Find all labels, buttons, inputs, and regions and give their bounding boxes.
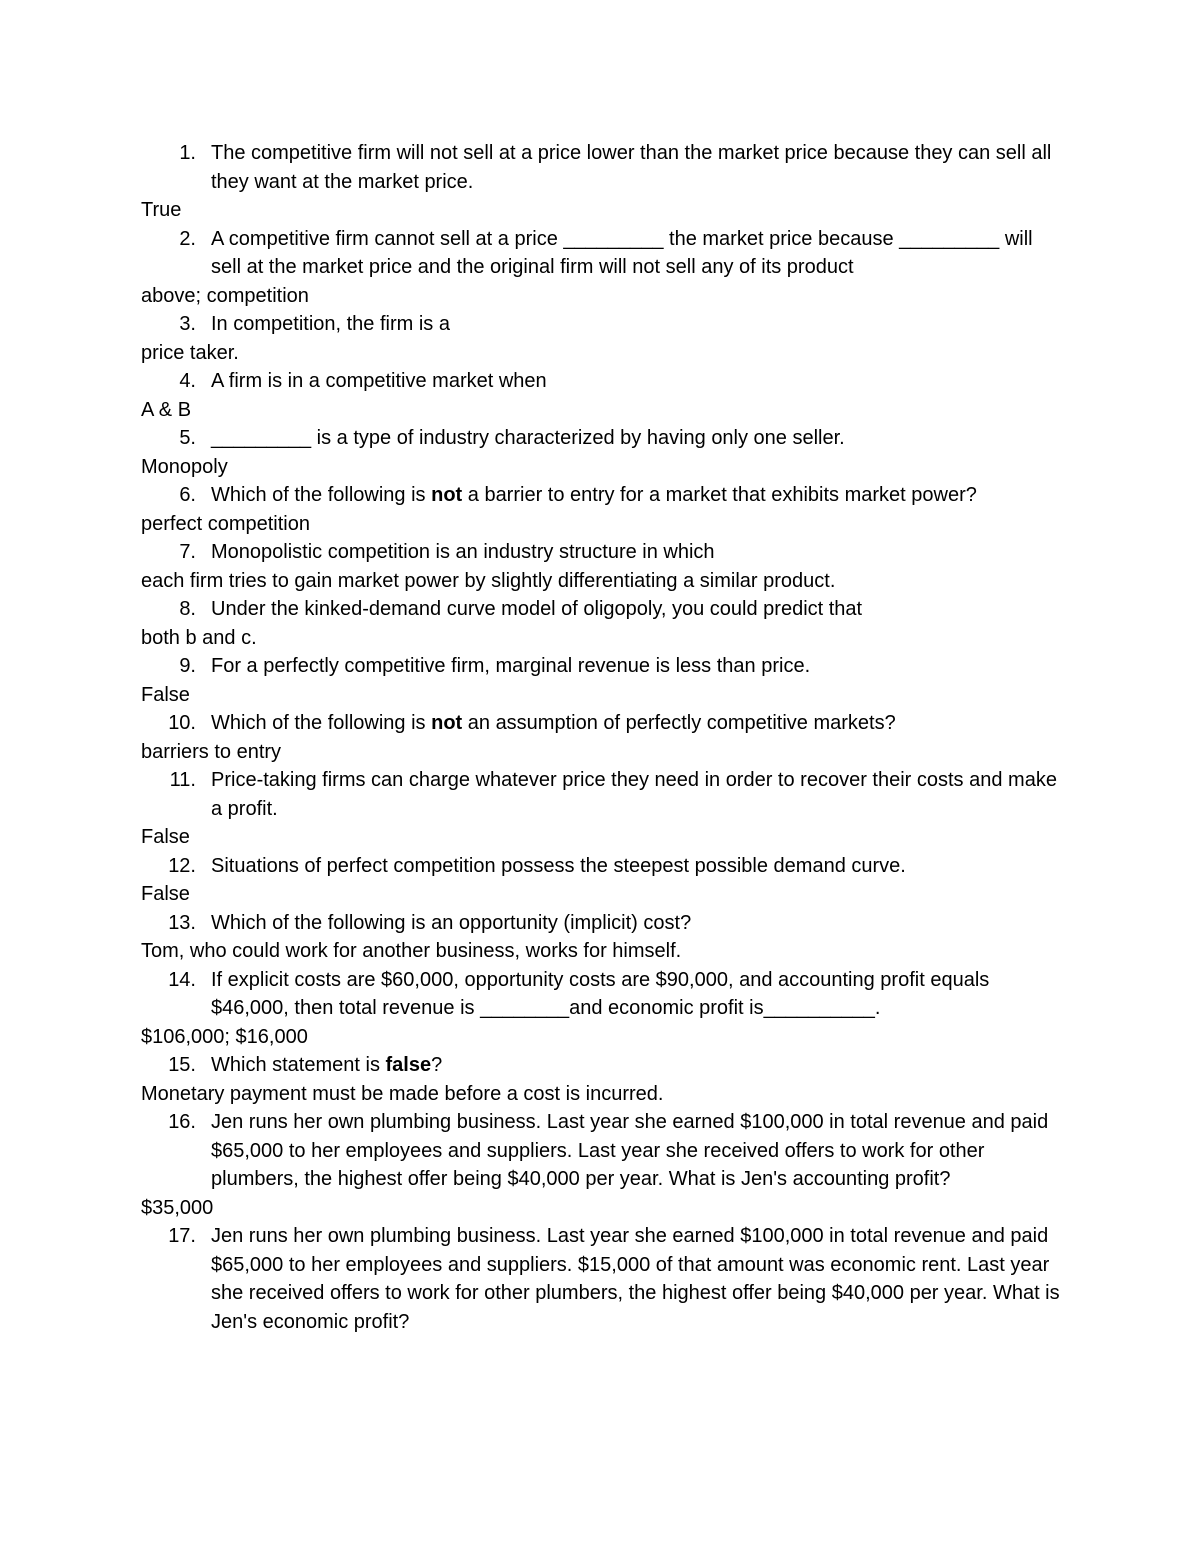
- answer-4: A & B: [141, 398, 192, 421]
- answer-12: False: [141, 883, 190, 905]
- question-number: 3.: [179, 313, 196, 335]
- question-number: 6.: [179, 484, 196, 506]
- question-text: Situations of perfect competition possess the steepest possible demand curve.: [211, 854, 906, 877]
- question-5: [0, 424, 1061, 453]
- question-number: 15.: [168, 1054, 196, 1076]
- question-number: 12.: [168, 854, 196, 877]
- question-text: Which of the following is not an assumption of perfectly competitive markets?: [211, 712, 896, 734]
- answer-2: above; competition: [141, 284, 309, 307]
- question-text: For a perfectly competitive firm, marginal revenue is less than price.: [211, 655, 811, 677]
- question-17: [0, 1222, 1061, 1336]
- question-text: Monopolistic competition is an industry structure in which: [211, 541, 715, 563]
- emphasis-not: not: [431, 712, 463, 734]
- emphasis-false: false: [385, 1054, 432, 1076]
- answer-7: each firm tries to gain market power by slightly differentiating a similar product.: [141, 569, 836, 592]
- question-number: 1.: [179, 142, 196, 164]
- emphasis-not: not: [431, 484, 463, 506]
- answer-13: Tom, who could work for another business, works for himself.: [141, 940, 682, 962]
- question-number: 9.: [179, 655, 196, 677]
- question-9: [0, 652, 1061, 681]
- question-text: Which of the following is an opportunity (implicit) cost?: [211, 911, 692, 934]
- question-number: 8.: [179, 598, 196, 620]
- question-text: In competition, the firm is a: [211, 313, 450, 335]
- question-3: [0, 310, 1061, 339]
- answer-11: False: [141, 826, 190, 848]
- question-text: If explicit costs are $60,000, opportunity costs are $90,000, and accounting profit equals $46,000, then total revenue is ________and economic profit is__________.: [211, 968, 990, 1019]
- question-number: 5.: [179, 427, 196, 449]
- question-number: 7.: [179, 541, 196, 563]
- question-number: 11.: [169, 769, 196, 791]
- question-text: A competitive firm cannot sell at a price _________ the market price because _________ will sell at the market price and the original firm will not sell any of its product: [211, 227, 1033, 278]
- answer-15: Monetary payment must be made before a cost is incurred.: [141, 1082, 664, 1105]
- question-14: [0, 966, 1061, 1023]
- question-text: _________ is a type of industry characterized by having only one seller.: [211, 427, 845, 449]
- answer-5: Monopoly: [141, 455, 228, 478]
- document-page: [0, 139, 1200, 1336]
- question-7: [0, 538, 1061, 567]
- answer-9: False: [141, 683, 190, 706]
- answer-3: price taker.: [141, 341, 239, 364]
- question-number: 16.: [168, 1111, 196, 1133]
- question-1: [0, 139, 1061, 196]
- answer-8: both b and c.: [141, 626, 257, 649]
- question-number: 2.: [179, 227, 196, 250]
- question-number: 13.: [168, 911, 196, 934]
- question-text: Under the kinked-demand curve model of oligopoly, you could predict that: [211, 598, 863, 620]
- answer-1: True: [141, 199, 182, 221]
- question-text: Jen runs her own plumbing business. Last year she earned $100,000 in total revenue and paid $65,000 to her employees and suppliers. Last year she received offers to work for other plumbers, the highest offer being $40,000 per year. What is Jen's accounting profit?: [211, 1111, 1049, 1190]
- question-8: [0, 595, 1061, 624]
- question-text: The competitive firm will not sell at a price lower than the market price because they can sell all they want at the market price.: [211, 142, 1052, 193]
- answer-6: perfect competition: [141, 512, 310, 535]
- question-text: Which of the following is not a barrier to entry for a market that exhibits market power?: [211, 484, 977, 506]
- answer-10: barriers to entry: [141, 740, 282, 763]
- question-2: [0, 225, 1061, 282]
- question-text: Which statement is false?: [211, 1054, 443, 1076]
- question-12: [0, 852, 1061, 881]
- question-text: A firm is in a competitive market when: [211, 370, 547, 392]
- question-text: Jen runs her own plumbing business. Last year she earned $100,000 in total revenue and paid $65,000 to her employees and suppliers. $15,000 of that amount was economic rent. Last year she received offers to work for other plumbers, the highest offer being $40,000 per year. What is Jen's economic profit?: [211, 1225, 1060, 1333]
- question-6: [0, 481, 1061, 510]
- question-number: 4.: [179, 370, 196, 392]
- question-4: [0, 367, 1061, 396]
- question-number: 10.: [168, 712, 196, 734]
- question-number: 17.: [168, 1225, 196, 1247]
- question-11: [0, 766, 1061, 823]
- question-10: [0, 709, 1061, 738]
- question-text: Price-taking firms can charge whatever price they need in order to recover their costs and make a profit.: [211, 769, 1057, 820]
- question-13: [0, 909, 1061, 938]
- question-number: 14.: [168, 968, 196, 991]
- question-16: [0, 1108, 1061, 1194]
- answer-14: $106,000; $16,000: [141, 1025, 308, 1048]
- question-15: [0, 1051, 1061, 1080]
- answer-16: $35,000: [141, 1196, 214, 1219]
